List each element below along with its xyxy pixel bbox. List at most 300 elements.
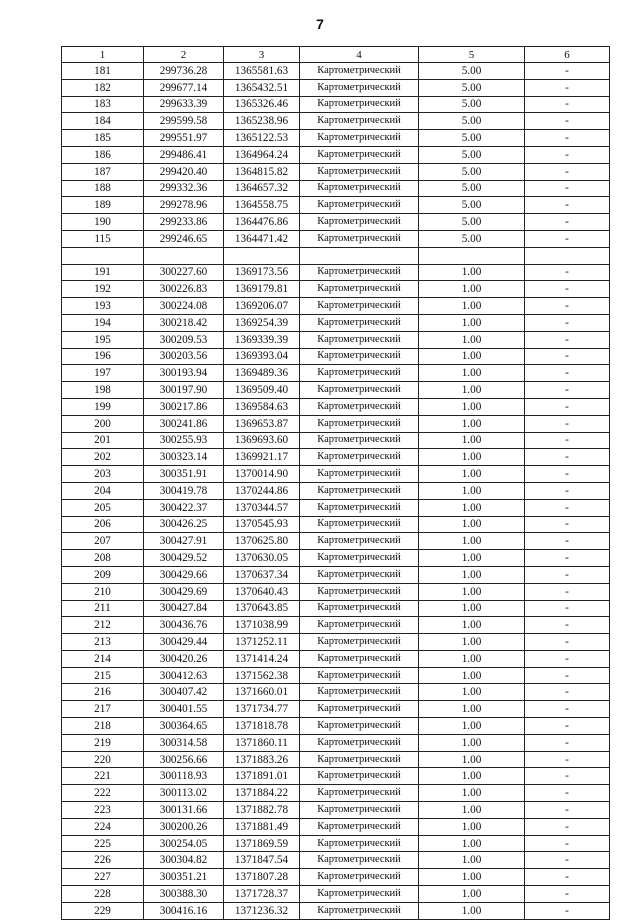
note-cell: - (525, 281, 610, 298)
accuracy-cell: 1.00 (419, 634, 525, 651)
y-coordinate-cell: 1369693.60 (224, 432, 300, 449)
accuracy-cell: 5.00 (419, 63, 525, 80)
note-cell: - (525, 667, 610, 684)
point-number-cell: 185 (62, 130, 144, 147)
y-coordinate-cell: 1371562.38 (224, 667, 300, 684)
accuracy-cell: 1.00 (419, 886, 525, 903)
accuracy-cell: 5.00 (419, 146, 525, 163)
x-coordinate-cell: 299246.65 (144, 230, 224, 247)
table-row (62, 247, 610, 264)
y-coordinate-cell (224, 247, 300, 264)
point-number-cell: 226 (62, 852, 144, 869)
y-coordinate-cell: 1364815.82 (224, 163, 300, 180)
x-coordinate-cell: 299599.58 (144, 113, 224, 130)
point-number-cell: 200 (62, 415, 144, 432)
method-cell: Картометрический (300, 230, 419, 247)
x-coordinate-cell: 300429.52 (144, 550, 224, 567)
method-cell: Картометрический (300, 365, 419, 382)
method-cell: Картометрический (300, 180, 419, 197)
method-cell: Картометрический (300, 398, 419, 415)
y-coordinate-cell: 1371869.59 (224, 835, 300, 852)
accuracy-cell: 1.00 (419, 802, 525, 819)
y-coordinate-cell: 1369254.39 (224, 314, 300, 331)
x-coordinate-cell: 299736.28 (144, 63, 224, 80)
table-row (62, 163, 610, 180)
method-cell: Картометрический (300, 902, 419, 919)
accuracy-cell: 1.00 (419, 701, 525, 718)
method-cell: Картометрический (300, 432, 419, 449)
note-cell: - (525, 146, 610, 163)
x-coordinate-cell: 300426.25 (144, 516, 224, 533)
x-coordinate-cell: 300227.60 (144, 264, 224, 281)
y-coordinate-cell: 1369921.17 (224, 449, 300, 466)
y-coordinate-cell: 1364476.86 (224, 214, 300, 231)
method-cell: Картометрический (300, 533, 419, 550)
accuracy-cell: 1.00 (419, 566, 525, 583)
accuracy-cell: 5.00 (419, 96, 525, 113)
method-cell: Картометрический (300, 348, 419, 365)
x-coordinate-cell: 300420.26 (144, 650, 224, 667)
x-coordinate-cell: 300388.30 (144, 886, 224, 903)
point-number-cell: 211 (62, 600, 144, 617)
y-coordinate-cell: 1370643.85 (224, 600, 300, 617)
x-coordinate-cell: 300401.55 (144, 701, 224, 718)
accuracy-cell: 1.00 (419, 281, 525, 298)
x-coordinate-cell: 300422.37 (144, 499, 224, 516)
point-number-cell: 196 (62, 348, 144, 365)
method-cell: Картометрический (300, 734, 419, 751)
accuracy-cell: 1.00 (419, 818, 525, 835)
point-number-cell: 115 (62, 230, 144, 247)
accuracy-cell: 1.00 (419, 852, 525, 869)
y-coordinate-cell: 1364964.24 (224, 146, 300, 163)
accuracy-cell: 1.00 (419, 768, 525, 785)
accuracy-cell: 5.00 (419, 180, 525, 197)
note-cell: - (525, 734, 610, 751)
point-number-cell: 220 (62, 751, 144, 768)
y-coordinate-cell: 1369509.40 (224, 382, 300, 399)
point-number-cell: 199 (62, 398, 144, 415)
point-number-cell: 184 (62, 113, 144, 130)
y-coordinate-cell: 1371883.26 (224, 751, 300, 768)
accuracy-cell: 1.00 (419, 667, 525, 684)
point-number-cell: 188 (62, 180, 144, 197)
x-coordinate-cell: 300407.42 (144, 684, 224, 701)
y-coordinate-cell: 1370630.05 (224, 550, 300, 567)
table-row (62, 146, 610, 163)
method-cell: Картометрический (300, 516, 419, 533)
note-cell: - (525, 818, 610, 835)
point-number-cell: 201 (62, 432, 144, 449)
column-header: 1 (62, 47, 144, 63)
note-cell: - (525, 130, 610, 147)
column-header: 6 (525, 47, 610, 63)
note-cell: - (525, 214, 610, 231)
table-row (62, 264, 610, 281)
note-cell: - (525, 600, 610, 617)
table-row (62, 701, 610, 718)
x-coordinate-cell: 300218.42 (144, 314, 224, 331)
method-cell: Картометрический (300, 886, 419, 903)
x-coordinate-cell: 300118.93 (144, 768, 224, 785)
table-row (62, 583, 610, 600)
x-coordinate-cell: 299233.86 (144, 214, 224, 231)
point-number-cell: 205 (62, 499, 144, 516)
accuracy-cell: 1.00 (419, 415, 525, 432)
x-coordinate-cell: 300254.05 (144, 835, 224, 852)
accuracy-cell: 1.00 (419, 734, 525, 751)
point-number-cell: 217 (62, 701, 144, 718)
table-row (62, 869, 610, 886)
column-header: 3 (224, 47, 300, 63)
accuracy-cell: 1.00 (419, 902, 525, 919)
y-coordinate-cell: 1365238.96 (224, 113, 300, 130)
y-coordinate-cell: 1370640.43 (224, 583, 300, 600)
note-cell: - (525, 718, 610, 735)
table-row (62, 214, 610, 231)
table-row (62, 566, 610, 583)
method-cell: Картометрический (300, 197, 419, 214)
accuracy-cell: 1.00 (419, 298, 525, 315)
point-number-cell: 212 (62, 617, 144, 634)
note-cell (525, 247, 610, 264)
point-number-cell: 225 (62, 835, 144, 852)
x-coordinate-cell: 300351.21 (144, 869, 224, 886)
point-number-cell: 191 (62, 264, 144, 281)
note-cell: - (525, 415, 610, 432)
point-number-cell: 181 (62, 63, 144, 80)
note-cell: - (525, 63, 610, 80)
note-cell: - (525, 449, 610, 466)
x-coordinate-cell: 300224.08 (144, 298, 224, 315)
method-cell: Картометрический (300, 415, 419, 432)
table-row (62, 466, 610, 483)
method-cell: Картометрический (300, 667, 419, 684)
accuracy-cell: 1.00 (419, 516, 525, 533)
table-row (62, 432, 610, 449)
accuracy-cell (419, 247, 525, 264)
y-coordinate-cell: 1369489.36 (224, 365, 300, 382)
x-coordinate-cell: 300416.16 (144, 902, 224, 919)
method-cell: Картометрический (300, 96, 419, 113)
y-coordinate-cell: 1369393.04 (224, 348, 300, 365)
note-cell: - (525, 113, 610, 130)
note-cell: - (525, 785, 610, 802)
table-row (62, 63, 610, 80)
table-row (62, 533, 610, 550)
x-coordinate-cell: 300419.78 (144, 482, 224, 499)
table-row (62, 785, 610, 802)
y-coordinate-cell: 1370625.80 (224, 533, 300, 550)
point-number-cell: 214 (62, 650, 144, 667)
method-cell: Картометрический (300, 79, 419, 96)
method-cell: Картометрический (300, 852, 419, 869)
accuracy-cell: 5.00 (419, 214, 525, 231)
method-cell: Картометрический (300, 600, 419, 617)
point-number-cell: 183 (62, 96, 144, 113)
x-coordinate-cell: 299486.41 (144, 146, 224, 163)
y-coordinate-cell: 1371414.24 (224, 650, 300, 667)
x-coordinate-cell: 299420.40 (144, 163, 224, 180)
table-row (62, 314, 610, 331)
accuracy-cell: 1.00 (419, 432, 525, 449)
method-cell: Картометрический (300, 718, 419, 735)
table-row (62, 197, 610, 214)
note-cell: - (525, 550, 610, 567)
table-row (62, 348, 610, 365)
point-number-cell: 221 (62, 768, 144, 785)
method-cell: Картометрический (300, 298, 419, 315)
x-coordinate-cell: 300203.56 (144, 348, 224, 365)
table-row (62, 802, 610, 819)
accuracy-cell: 1.00 (419, 835, 525, 852)
point-number-cell: 206 (62, 516, 144, 533)
x-coordinate-cell: 300429.66 (144, 566, 224, 583)
x-coordinate-cell: 300436.76 (144, 617, 224, 634)
note-cell: - (525, 751, 610, 768)
x-coordinate-cell: 300113.02 (144, 785, 224, 802)
note-cell: - (525, 516, 610, 533)
point-number-cell: 216 (62, 684, 144, 701)
table-row (62, 768, 610, 785)
x-coordinate-cell: 300412.63 (144, 667, 224, 684)
method-cell: Картометрический (300, 63, 419, 80)
table-row (62, 835, 610, 852)
method-cell: Картометрический (300, 684, 419, 701)
method-cell: Картометрический (300, 566, 419, 583)
note-cell: - (525, 365, 610, 382)
table-row (62, 667, 610, 684)
x-coordinate-cell: 300241.86 (144, 415, 224, 432)
accuracy-cell: 1.00 (419, 314, 525, 331)
method-cell: Картометрический (300, 382, 419, 399)
y-coordinate-cell: 1371881.49 (224, 818, 300, 835)
accuracy-cell: 5.00 (419, 163, 525, 180)
note-cell: - (525, 331, 610, 348)
note-cell: - (525, 634, 610, 651)
accuracy-cell: 1.00 (419, 449, 525, 466)
accuracy-cell: 1.00 (419, 331, 525, 348)
point-number-cell (62, 247, 144, 264)
note-cell: - (525, 348, 610, 365)
y-coordinate-cell: 1365122.53 (224, 130, 300, 147)
point-number-cell: 222 (62, 785, 144, 802)
note-cell: - (525, 835, 610, 852)
y-coordinate-cell: 1371807.28 (224, 869, 300, 886)
note-cell: - (525, 180, 610, 197)
note-cell: - (525, 230, 610, 247)
method-cell: Картометрический (300, 701, 419, 718)
y-coordinate-cell: 1365326.46 (224, 96, 300, 113)
y-coordinate-cell: 1371734.77 (224, 701, 300, 718)
note-cell: - (525, 802, 610, 819)
accuracy-cell: 5.00 (419, 230, 525, 247)
y-coordinate-cell: 1370344.57 (224, 499, 300, 516)
method-cell: Картометрический (300, 314, 419, 331)
y-coordinate-cell: 1369653.87 (224, 415, 300, 432)
accuracy-cell: 5.00 (419, 113, 525, 130)
y-coordinate-cell: 1371860.11 (224, 734, 300, 751)
point-number-cell: 228 (62, 886, 144, 903)
table-row (62, 634, 610, 651)
y-coordinate-cell: 1371818.78 (224, 718, 300, 735)
table-row (62, 180, 610, 197)
method-cell: Картометрический (300, 130, 419, 147)
point-number-cell: 202 (62, 449, 144, 466)
x-coordinate-cell: 300256.66 (144, 751, 224, 768)
note-cell: - (525, 79, 610, 96)
accuracy-cell: 1.00 (419, 684, 525, 701)
accuracy-cell: 1.00 (419, 499, 525, 516)
note-cell: - (525, 499, 610, 516)
table-row (62, 852, 610, 869)
x-coordinate-cell: 300429.69 (144, 583, 224, 600)
note-cell: - (525, 650, 610, 667)
note-cell: - (525, 617, 610, 634)
accuracy-cell: 1.00 (419, 550, 525, 567)
note-cell: - (525, 533, 610, 550)
x-coordinate-cell: 299677.14 (144, 79, 224, 96)
method-cell: Картометрический (300, 214, 419, 231)
y-coordinate-cell: 1371252.11 (224, 634, 300, 651)
point-number-cell: 193 (62, 298, 144, 315)
y-coordinate-cell: 1371847.54 (224, 852, 300, 869)
note-cell: - (525, 432, 610, 449)
x-coordinate-cell: 300131.66 (144, 802, 224, 819)
table-row (62, 482, 610, 499)
point-number-cell: 194 (62, 314, 144, 331)
table-row (62, 499, 610, 516)
table-row (62, 617, 610, 634)
method-cell: Картометрический (300, 835, 419, 852)
method-cell: Картометрический (300, 466, 419, 483)
method-cell: Картометрический (300, 146, 419, 163)
point-number-cell: 223 (62, 802, 144, 819)
accuracy-cell: 1.00 (419, 482, 525, 499)
accuracy-cell: 1.00 (419, 600, 525, 617)
note-cell: - (525, 886, 610, 903)
note-cell: - (525, 398, 610, 415)
method-cell: Картометрический (300, 113, 419, 130)
accuracy-cell: 1.00 (419, 583, 525, 600)
note-cell: - (525, 466, 610, 483)
x-coordinate-cell: 300226.83 (144, 281, 224, 298)
x-coordinate-cell: 300314.58 (144, 734, 224, 751)
method-cell: Картометрический (300, 264, 419, 281)
accuracy-cell: 5.00 (419, 79, 525, 96)
accuracy-cell: 5.00 (419, 197, 525, 214)
point-number-cell: 198 (62, 382, 144, 399)
point-number-cell: 229 (62, 902, 144, 919)
point-number-cell: 186 (62, 146, 144, 163)
method-cell: Картометрический (300, 331, 419, 348)
table-body (62, 63, 610, 920)
table-row (62, 96, 610, 113)
column-header: 4 (300, 47, 419, 63)
table-row (62, 550, 610, 567)
accuracy-cell: 1.00 (419, 466, 525, 483)
note-cell: - (525, 314, 610, 331)
y-coordinate-cell: 1370637.34 (224, 566, 300, 583)
table-row (62, 718, 610, 735)
method-cell: Картометрический (300, 768, 419, 785)
x-coordinate-cell: 300217.86 (144, 398, 224, 415)
method-cell: Картометрический (300, 617, 419, 634)
coordinates-table (61, 46, 610, 920)
y-coordinate-cell: 1364558.75 (224, 197, 300, 214)
note-cell: - (525, 852, 610, 869)
note-cell: - (525, 163, 610, 180)
method-cell: Картометрический (300, 785, 419, 802)
method-cell: Картометрический (300, 751, 419, 768)
y-coordinate-cell: 1369179.81 (224, 281, 300, 298)
note-cell: - (525, 482, 610, 499)
accuracy-cell: 1.00 (419, 533, 525, 550)
column-header: 2 (144, 47, 224, 63)
point-number-cell: 197 (62, 365, 144, 382)
y-coordinate-cell: 1371728.37 (224, 886, 300, 903)
column-header: 5 (419, 47, 525, 63)
point-number-cell: 203 (62, 466, 144, 483)
x-coordinate-cell: 300200.26 (144, 818, 224, 835)
table-row (62, 449, 610, 466)
table-row (62, 398, 610, 415)
y-coordinate-cell: 1371038.99 (224, 617, 300, 634)
accuracy-cell: 1.00 (419, 398, 525, 415)
method-cell: Картометрический (300, 869, 419, 886)
note-cell: - (525, 701, 610, 718)
method-cell: Картометрический (300, 634, 419, 651)
y-coordinate-cell: 1371884.22 (224, 785, 300, 802)
accuracy-cell: 1.00 (419, 264, 525, 281)
point-number-cell: 192 (62, 281, 144, 298)
point-number-cell: 182 (62, 79, 144, 96)
table-row (62, 113, 610, 130)
note-cell: - (525, 902, 610, 919)
y-coordinate-cell: 1364471.42 (224, 230, 300, 247)
x-coordinate-cell: 300193.94 (144, 365, 224, 382)
point-number-cell: 207 (62, 533, 144, 550)
table-row (62, 751, 610, 768)
table-header-row (62, 47, 610, 63)
x-coordinate-cell: 300427.91 (144, 533, 224, 550)
y-coordinate-cell: 1371891.01 (224, 768, 300, 785)
method-cell: Картометрический (300, 583, 419, 600)
x-coordinate-cell: 300255.93 (144, 432, 224, 449)
table-row (62, 331, 610, 348)
x-coordinate-cell: 300323.14 (144, 449, 224, 466)
y-coordinate-cell: 1369584.63 (224, 398, 300, 415)
accuracy-cell: 1.00 (419, 382, 525, 399)
method-cell: Картометрический (300, 449, 419, 466)
note-cell: - (525, 583, 610, 600)
y-coordinate-cell: 1364657.32 (224, 180, 300, 197)
accuracy-cell: 1.00 (419, 365, 525, 382)
note-cell: - (525, 382, 610, 399)
point-number-cell: 187 (62, 163, 144, 180)
y-coordinate-cell: 1365581.63 (224, 63, 300, 80)
table-row (62, 516, 610, 533)
x-coordinate-cell: 300364.65 (144, 718, 224, 735)
table-row (62, 415, 610, 432)
y-coordinate-cell: 1370244.86 (224, 482, 300, 499)
x-coordinate-cell: 300197.90 (144, 382, 224, 399)
table-row (62, 365, 610, 382)
x-coordinate-cell: 300429.44 (144, 634, 224, 651)
y-coordinate-cell: 1369206.07 (224, 298, 300, 315)
y-coordinate-cell: 1371660.01 (224, 684, 300, 701)
table-row (62, 130, 610, 147)
